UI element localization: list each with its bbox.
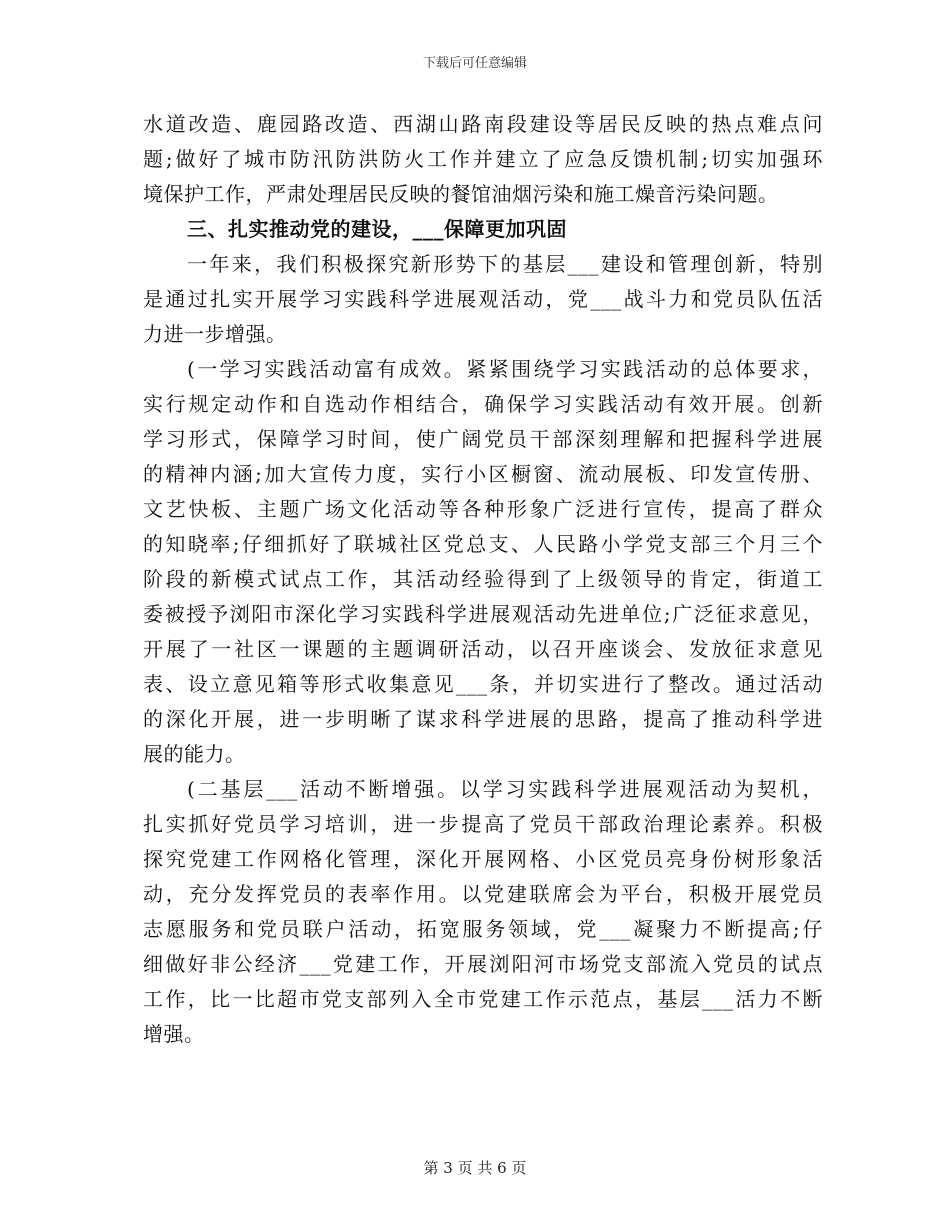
- body-line: 委被授予浏阳市深化学习实践科学进展观活动先进单位;广泛征求意见，: [143, 602, 823, 626]
- page-number: 第 3 页 共 6 页: [423, 1159, 527, 1177]
- body-line: 水道改造、鹿园路改造、西湖山路南段建设等居民反映的热点难点问: [143, 112, 823, 136]
- body-line: (一学习实践活动富有成效。紧紧围绕学习实践活动的总体要求，: [187, 357, 823, 381]
- body-line: 文艺快板、主题广场文化活动等各种形象广泛进行宣传，提高了群众: [143, 497, 823, 521]
- body-line: 一年来，我们积极探究新形势下的基层___建设和管理创新，特别: [187, 252, 823, 276]
- body-line: 增强。: [143, 1022, 205, 1046]
- body-line: 展的能力。: [143, 742, 246, 766]
- body-line: 境保护工作，严肃处理居民反映的餐馆油烟污染和施工燥音污染问题。: [143, 182, 779, 206]
- body-line: 探究党建工作网格化管理，深化开展网格、小区党员亮身份树形象活: [143, 847, 823, 871]
- body-line: 工作，比一比超市党支部列入全市党建工作示范点，基层___活力不断: [143, 987, 823, 1011]
- body-line: 细做好非公经济___党建工作，开展浏阳河市场党支部流入党员的试点: [143, 952, 823, 976]
- body-line: 表、设立意见箱等形式收集意见___条，并切实进行了整改。通过活动: [143, 672, 823, 696]
- section-heading: 三、扎实推动党的建设，___保障更加巩固: [187, 217, 567, 241]
- body-line: 的精神内涵;加大宣传力度，实行小区橱窗、流动展板、印发宣传册、: [143, 462, 823, 486]
- body-line: 开展了一社区一课题的主题调研活动，以召开座谈会、发放征求意见: [143, 637, 823, 661]
- body-line: 学习形式，保障学习时间，使广阔党员干部深刻理解和把握科学进展: [143, 427, 823, 451]
- body-line: 是通过扎实开展学习实践科学进展观活动，党___战斗力和党员队伍活: [143, 287, 823, 311]
- body-line: 实行规定动作和自选动作相结合，确保学习实践活动有效开展。创新: [143, 392, 823, 416]
- page-header-note: 下载后可任意编辑: [422, 56, 527, 71]
- document-body: [143, 107, 823, 1052]
- body-line: 题;做好了城市防汛防洪防火工作并建立了应急反馈机制;切实加强环: [143, 147, 823, 171]
- body-line: 志愿服务和党员联户活动，拓宽服务领域，党___凝聚力不断提高;仔: [143, 917, 823, 941]
- body-line: (二基层___活动不断增强。以学习实践科学进展观活动为契机，: [187, 777, 823, 801]
- body-line: 阶段的新模式试点工作，其活动经验得到了上级领导的肯定，街道工: [143, 567, 823, 591]
- body-line: 的深化开展，进一步明晰了谋求科学进展的思路，提高了推动科学进: [143, 707, 823, 731]
- body-line: 动，充分发挥党员的表率作用。以党建联席会为平台，积极开展党员: [143, 882, 823, 906]
- body-line: 的知晓率;仔细抓好了联城社区党总支、人民路小学党支部三个月三个: [143, 532, 823, 556]
- body-line: 力进一步增强。: [143, 322, 287, 346]
- body-line: 扎实抓好党员学习培训，进一步提高了党员干部政治理论素养。积极: [143, 812, 823, 836]
